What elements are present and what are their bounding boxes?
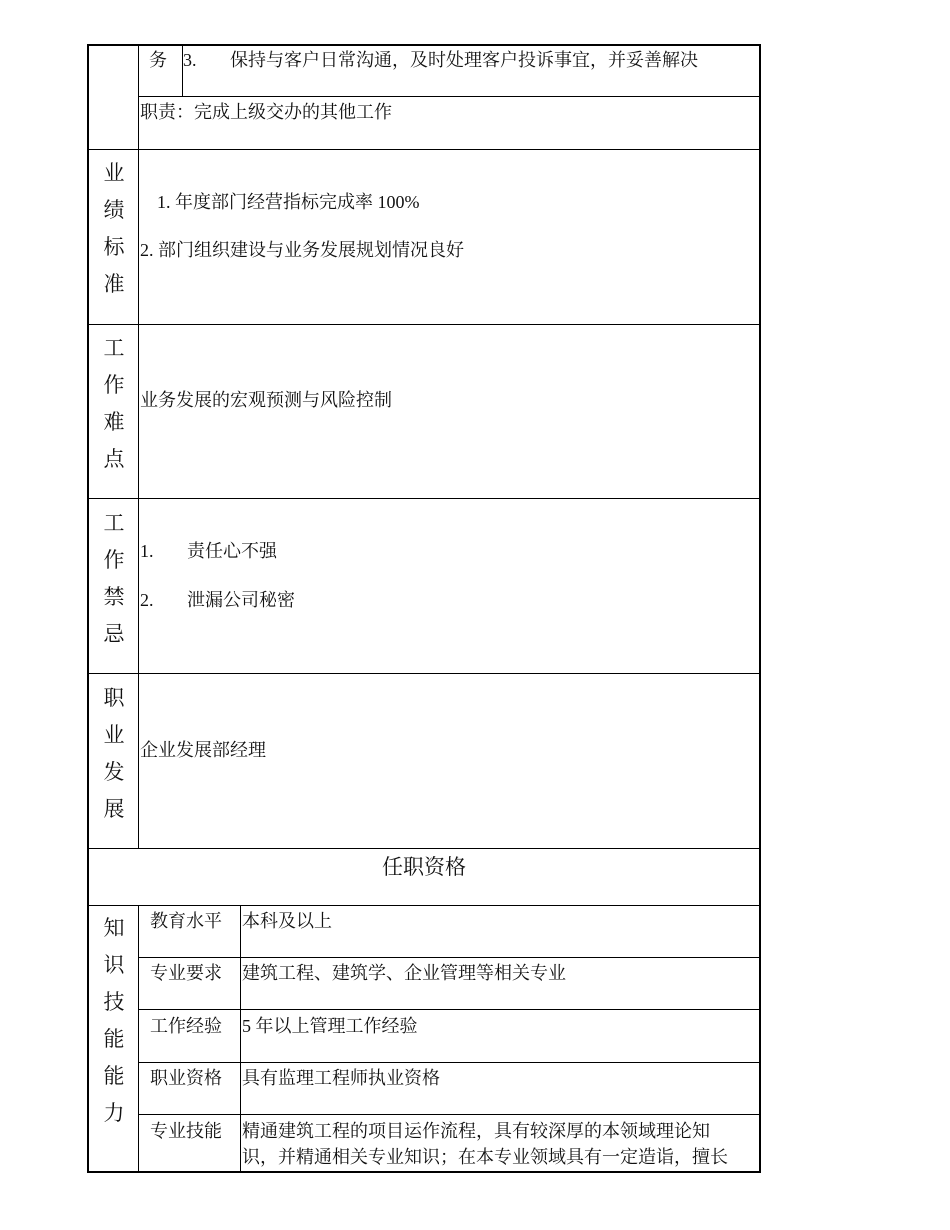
taboo-item-text: 泄漏公司秘密 bbox=[187, 590, 295, 610]
qualification-value: 本科及以上 bbox=[242, 911, 332, 931]
qualification-label: 专业技能 bbox=[150, 1121, 222, 1141]
qualification-value: 建筑工程、建筑学、企业管理等相关专业 bbox=[242, 963, 566, 983]
career-text: 企业发展部经理 bbox=[140, 740, 266, 760]
qualification-value: 具有监理工程师执业资格 bbox=[242, 1068, 440, 1088]
qualification-label: 职业资格 bbox=[150, 1068, 222, 1088]
performance-item: 2. 部门组织建设与业务发展规划情况良好 bbox=[140, 240, 464, 260]
difficulty-label: 工 作 难 点 bbox=[103, 336, 125, 471]
qualification-label: 专业要求 bbox=[150, 963, 222, 983]
qualification-label: 工作经验 bbox=[150, 1016, 222, 1036]
taboo-item-text: 责任心不强 bbox=[187, 541, 277, 561]
taboo-item-number: 2. bbox=[140, 590, 154, 610]
duty-item-text: 保持与客户日常沟通，及时处理客户投诉事宜，并妥善解决 bbox=[230, 50, 698, 70]
duty-item-number: 3. bbox=[183, 50, 197, 70]
qualification-label: 教育水平 bbox=[150, 911, 222, 931]
qualification-value: 5 年以上管理工作经验 bbox=[242, 1016, 418, 1036]
performance-item: 1. 年度部门经营指标完成率 100% bbox=[157, 192, 420, 212]
difficulty-text: 业务发展的宏观预测与风险控制 bbox=[140, 390, 392, 410]
career-label: 职 业 发 展 bbox=[103, 686, 125, 821]
performance-label: 业 绩 标 准 bbox=[103, 161, 125, 296]
qualification-value: 精通建筑工程的项目运作流程，具有较深厚的本领域理论知 bbox=[242, 1121, 710, 1141]
qualifications-title: 任职资格 bbox=[382, 855, 466, 879]
qualification-value-continued: 识，并精通相关专业知识；在本专业领域具有一定造诣，擅长 bbox=[242, 1147, 728, 1167]
duties-fragment-label: 务 bbox=[149, 50, 167, 70]
duty-other: 职责：完成上级交办的其他工作 bbox=[140, 102, 392, 122]
qualifications-group-label: 知 识 技 能 能 力 bbox=[103, 916, 125, 1125]
taboo-item-number: 1. bbox=[140, 541, 154, 561]
taboo-label: 工 作 禁 忌 bbox=[103, 511, 125, 646]
